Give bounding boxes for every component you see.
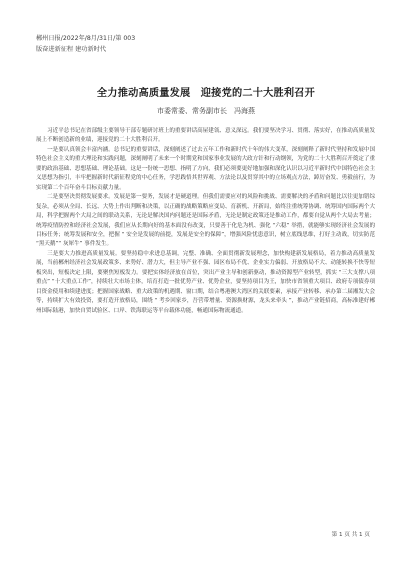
article-body [36, 127, 375, 316]
document-header [36, 33, 376, 55]
page-indicator: 第 1 页 共 1 页 [331, 532, 370, 538]
paragraph: 三是要大力推进高质量发展。要坚持稳中求进总基调，完整、准确、全面贯彻新发展理念，加快构建新发展格局，着力推动高质量发展，当前郴州经济社会发展政策多、来势好、潜力大，但主导产业不强、园区布局不优、企业实力偏弱、开放格局不大、动能转换不快等短板突出，短板决定上限，要聚焦短板发力。要把实体经济放在首位，突出产业主导和创新驱动，推动资源型产业转型，抓实 “三大支撑八项重点” “十大重点工作”，持续壮大市场主体，培育打造一批优势产业、优势企业，要坚持项目为王，加快市省领重大项目、政府专项债券项目资金使用和续建进度；把握国家战略、重大政策的机遇期、窗口期，结合粤港澳大湾区的关联要素，承接产业转移、承办第二届湘发大会等，持续扩大有效投资，要打造开放格局，围绕 “ 考乡回家乡，吾营带增量、资源换财源，龙头来牵头 ”，推动产业链招商，高标准建好郴州国际陆港，加快自贸试验区、口岸、铁海联运等平台载体功能，畅通国际物流通道。 [36, 250, 375, 314]
paragraph: 二是要坚决贯彻发展要求。发展是第一要务，发展才是硬道理。但我们需要应对的风险和挑战、需要解决的矛盾和问题比以往更加错综复杂，必须从全局、长远、大势上作出判断和决策，以正确的战略策略应变局、育新机、开新局，始终注重统筹协调、统筹国内国际两个大局，科学把握两个大局之间的联动关系，无论是解决国内问题还是国际矛盾，无论是制定政策还是推动工作，都要自觉从两个大局去考量；统筹疫情防控和经济社会发展，我们应从长期向好的基本面没有改变，只要善于化危为机、强化 “六稳” 举措，就能够实现经济社会发展的目标任务；统筹发展和安全，把握 “ 安全是发展的前提，发展是安全的保障”，增强风险忧患意识，树立底线思维，打好主动战，切实防范 “黑天鹅”“ 灰犀牛” 事件发生。 [36, 194, 375, 248]
section-line: 版奋进新征程 建功新时代 [36, 46, 107, 53]
paragraph: 习近平总书记在省部级主要领导干部专题研讨班上的重要讲话高屋建瓴、意义深远。我们要坚决学习、贯彻、落实好，在推动高质量发展上不断创造新的业绩，迎接党的二十大胜利召开。 [36, 128, 375, 144]
article-title: 全力推动高质量发展 迎接党的二十大胜利召开 [96, 88, 316, 99]
source-line: 郴州日报/2022年/8月/31日/第 003 [36, 35, 136, 42]
article-byline: 市委常委、常务副市长 冯海燕 [157, 107, 255, 115]
paragraph: 一是要认真领会丰富内涵。总书记的重要讲话，深刻阐述了过去五年工作和新时代十年的伟大变革，深刻阐释了新时代坚持和发展中国特色社会主义的重大理论和实践问题，深刻阐明了未来一个时期党和国家事业发展的大政方针和行动纲领，为党的二十大胜利召开奠定了重要的政治基础、思想基础、理论基础。这是一份统一思想、指明了方向，我们必须要更好地加强和深化认识以习近平新时代中国特色社会主义思想为指引，丰牢把握新时代新征程党的中心任务，学思践悟其世界观、方法论以及贯穿其中的立场观点方法，踔厉奋发、勇毅前行，为实现第二个百年奋斗目标贡献力量。 [36, 146, 375, 191]
